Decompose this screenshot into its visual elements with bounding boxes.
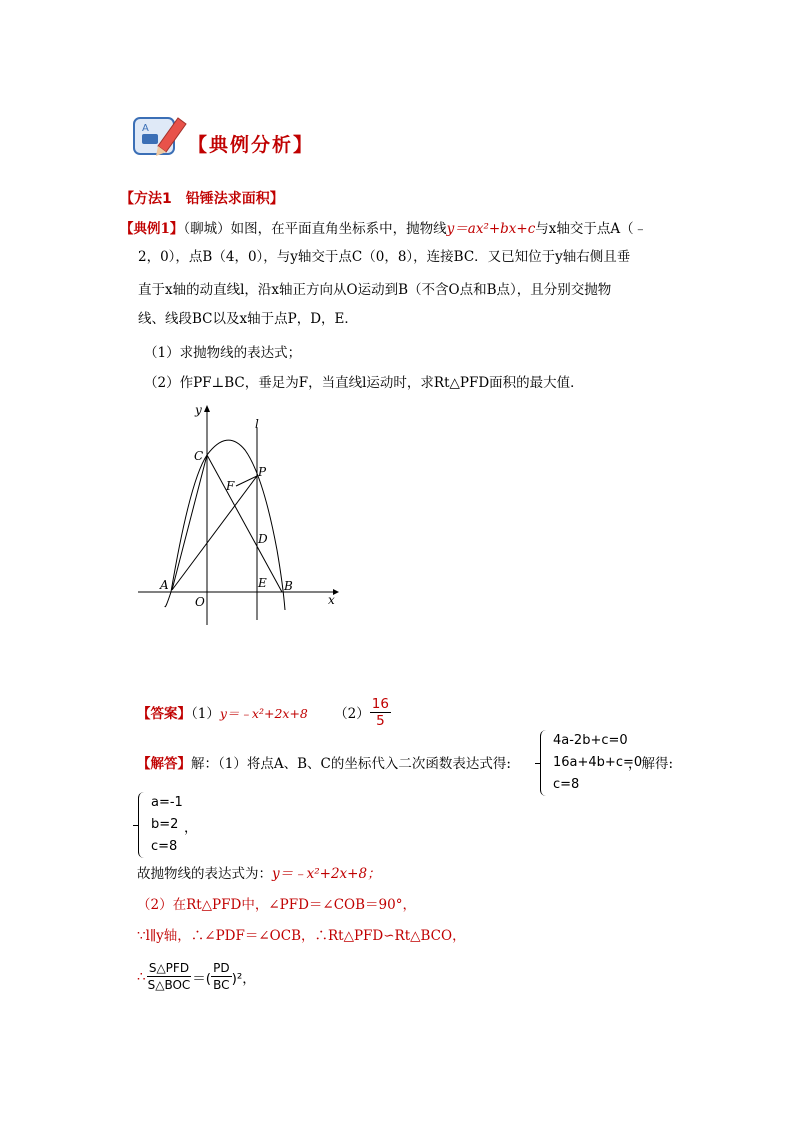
solved-text: ，解得: [628,756,674,772]
label-B: B [284,579,293,593]
system1-eq1: 4a-2b+c=0 [553,733,628,748]
label-E: E [258,576,267,590]
system2-eq3: c=8 [151,839,178,854]
parabola-figure [135,400,355,630]
method-title: 【方法1 铅锤法求面积】 [120,191,284,207]
ratio-eq: ＝( [192,970,212,987]
brace-1 [540,730,549,796]
system-2 [138,792,183,858]
label-O: O [195,595,205,609]
example-formula: y＝ax²+bx+c [446,221,536,237]
system2-eq2: b=2 [151,817,179,832]
label-F: F [226,479,235,493]
ratio-line [137,960,256,993]
section-title: 【典例分析】 [188,134,315,156]
example-tag: 【典例1】 [120,221,184,237]
label-P: P [258,465,267,479]
example-source: （聊城） [183,221,231,237]
label-A: A [160,578,169,592]
answer-frac-den: 5 [376,713,385,729]
answer-expr1: y＝﹣x²+2x+8 [219,706,308,721]
solution-intro-text: 解：（1）将点A、B、C的坐标代入二次函数表达式得: [191,756,511,772]
ratio-therefore: ∴ [137,968,146,985]
solution-expr-line [137,862,381,882]
label-y: y [195,403,202,417]
system-1 [540,730,642,796]
example-line-3: 直于x轴的动直线l，沿x轴正方向从O运动到B（不含O点和B点），且分别交抛物 [138,282,612,298]
brace-2 [138,792,147,858]
example-line-1 [120,215,680,243]
system2-comma: ， [184,820,198,836]
label-D: D [258,532,268,546]
answer-part1: （1） [191,706,220,722]
answer-line [137,698,391,731]
solution-intro [137,752,511,772]
section-heading [128,112,318,164]
label-C: C [194,449,204,463]
y-axis-arrow [204,405,210,412]
segment-AP [172,476,257,590]
solution-expr: y＝﹣x²+2x+8； [272,866,381,882]
bc-den: BC [213,978,230,992]
solution-part2-line: （2）在Rt△PFD中，∠PFD＝∠COB＝90°， [137,897,416,913]
answer-frac-num: 16 [371,696,389,712]
question-1: （1）求抛物线的表达式； [144,345,302,361]
expr-prefix: 故抛物线的表达式为： [137,866,272,882]
pencil-note-icon [128,112,190,164]
example-line-2: 2，0），点B（4，0），与y轴交于点C（0，8），连接BC．又已知位于y轴右侧且垂 [138,249,631,265]
ratio-num: S△PFD [148,961,190,975]
system1-eq2: 16a+4b+c=0 [553,755,643,770]
solution-parallel-line: ∵l∥y轴，∴∠PDF＝∠OCB，∴Rt△PFD∽Rt△BCO， [137,928,466,944]
segment-CB [207,455,282,592]
question-2: （2）作PF⊥BC，垂足为F，当直线l运动时，求Rt△PFD面积的最大值． [144,375,584,391]
label-l: l [255,417,259,431]
example-text-1: 如图，在平面直角坐标系中，抛物线 [230,221,447,237]
segment-AC [172,455,207,590]
area-ratio-fraction [146,960,193,993]
answer-fraction [370,696,391,729]
system1-eq3: c=8 [553,777,580,792]
ratio-den: S△BOC [147,978,191,992]
system2-eq1: a=-1 [151,795,183,810]
label-x: x [328,593,335,607]
pd-bc-fraction [211,960,231,993]
example-text-2: 与x轴交于点A（﹣ [535,221,648,237]
parabola-curve [165,440,285,610]
answer-part2: （2） [334,706,370,722]
example-line-4: 线、线段BC以及x轴于点P，D，E． [138,311,358,327]
solution-tag: 【解答】 [137,756,191,772]
pd-num: PD [213,961,230,975]
svg-text:A: A [142,123,149,134]
ratio-tail: )²， [231,970,256,987]
answer-tag: 【答案】 [137,706,191,722]
